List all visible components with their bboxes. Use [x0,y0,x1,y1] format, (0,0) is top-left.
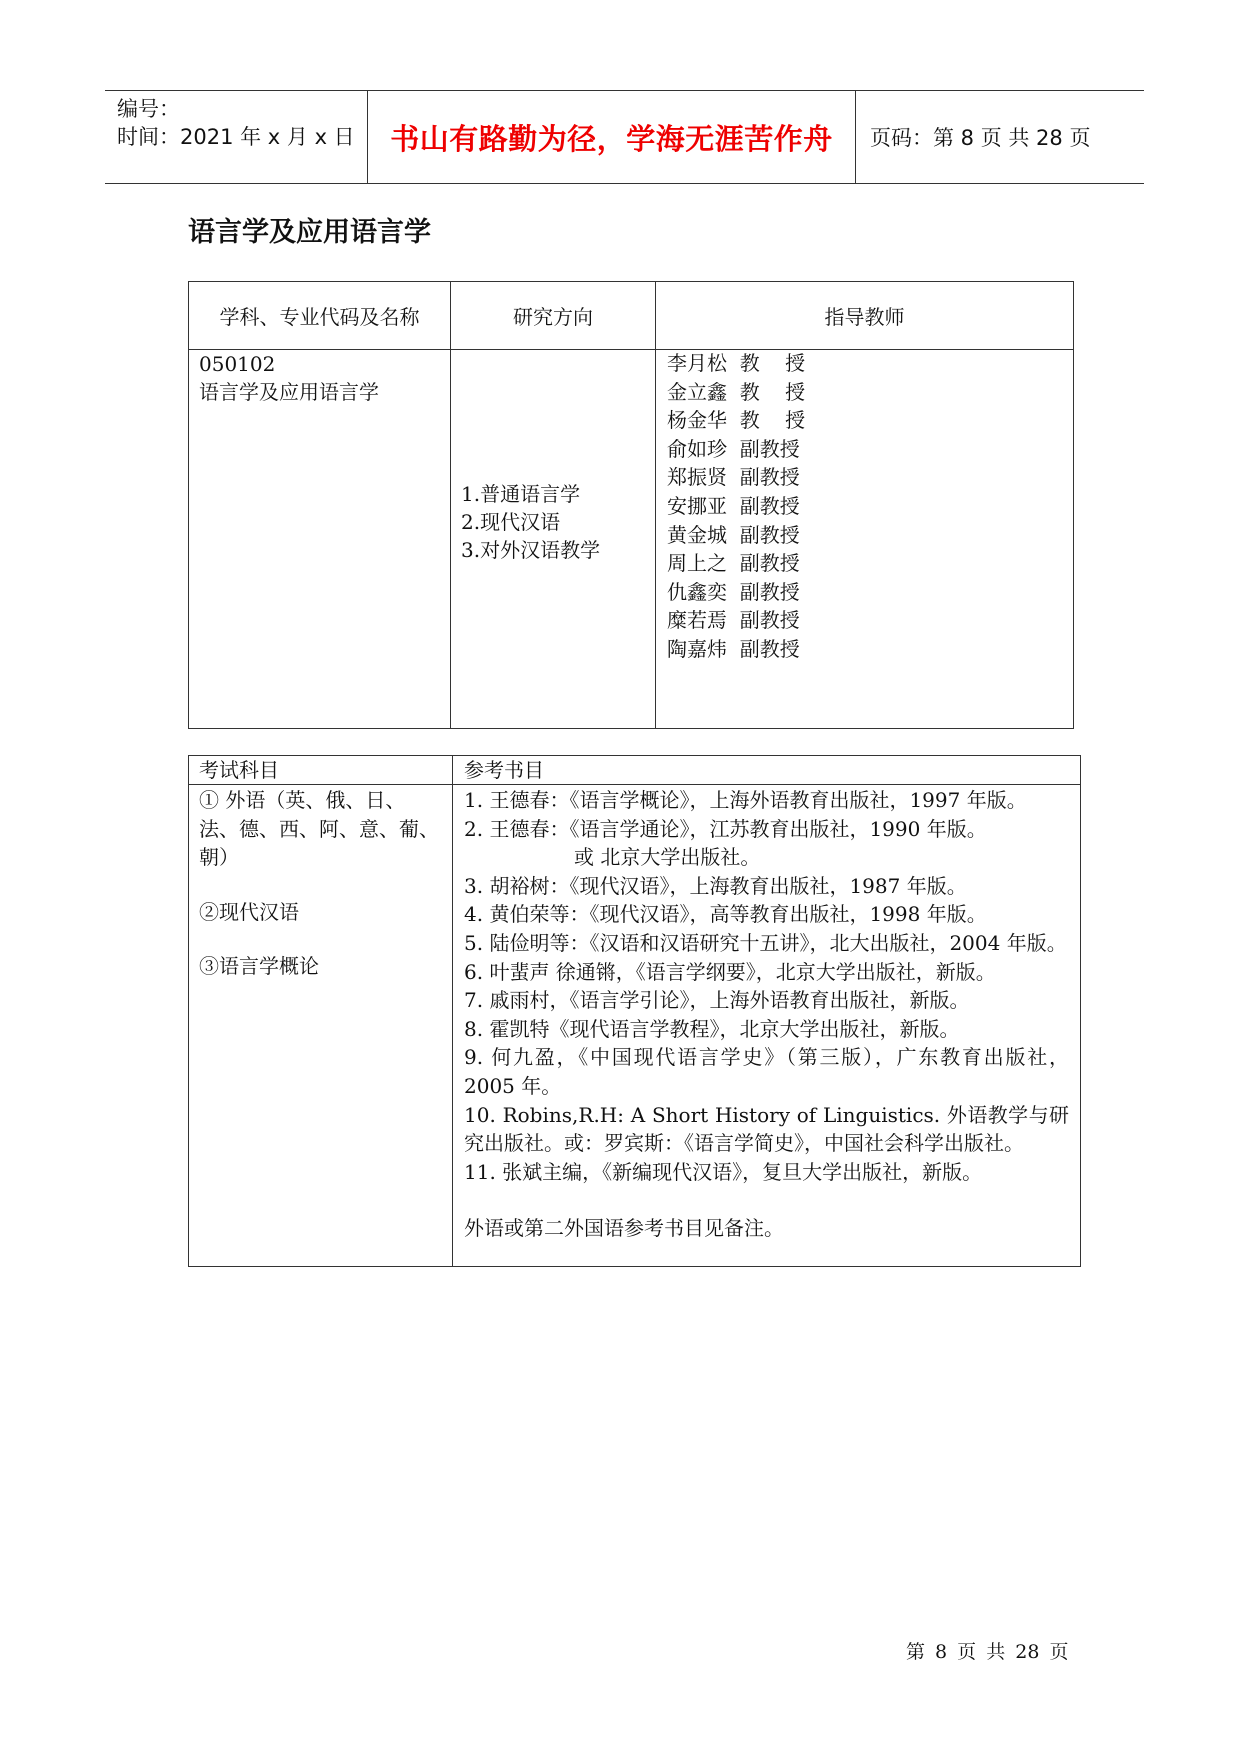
subject-item: ① 外语（英、俄、日、法、德、西、阿、意、葡、朝） [199,788,439,869]
header-motto: 书山有路勤为径，学海无涯苦作舟 [368,91,856,183]
advisors-cell [667,349,805,664]
advisor-item: 安挪亚 副教授 [667,493,800,518]
header-advisor: 指导教师 [824,305,905,329]
exam-subjects [199,786,444,981]
advisor-item: 杨金华 教 授 [667,408,806,433]
advisor-item: 糜若焉 副教授 [667,608,800,633]
header-program: 学科、专业代码及名称 [219,305,420,329]
directions-cell [461,480,600,564]
exam-table [188,755,1081,1267]
header-exam-subjects: 考试科目 [199,758,279,782]
direction-item: 2.现代汉语 [461,510,561,534]
program-code: 050102 [199,352,276,376]
book-item: 11. 张斌主编，《新编现代汉语》，复旦大学出版社，新版。 [464,1159,983,1184]
advisor-item: 金立鑫 教 授 [667,379,806,404]
advisor-item: 李月松 教 授 [667,351,806,375]
program-name: 语言学及应用语言学 [199,380,379,404]
program-table [188,281,1074,729]
time-label: 时间：2021 年 x 月 x 日 [117,125,355,149]
page-footer: 第 8 页 共 28 页 [906,1641,1069,1663]
book-item: 5. 陆俭明等：《汉语和汉语研究十五讲》，北大出版社，2004 年版。 [464,930,1067,955]
advisor-item: 黄金城 副教授 [667,522,800,547]
advisor-item: 仇鑫奕 副教授 [667,579,800,604]
book-item: 7. 戚雨村，《语言学引论》，上海外语教育出版社，新版。 [464,988,970,1013]
books-note: 外语或第二外国语参考书目见备注。 [464,1216,784,1241]
header-divider [189,784,1080,785]
advisor-item: 郑振贤 副教授 [667,465,800,490]
reference-books [464,786,1069,1243]
advisor-item: 陶嘉炜 副教授 [667,636,800,661]
header-meta [105,91,368,183]
direction-item: 1.普通语言学 [461,482,581,506]
book-item: 10. Robins,R.H: A Short History of Linguistics. 外语教学与研究出版社。或：罗宾斯：《语言学简史》，中国社会科学出版社。 [464,1102,1069,1156]
book-item: 9. 何九盈，《中国现代语言学史》（第三版），广东教育出版社，2005 年。 [464,1045,1069,1098]
book-item: 或 北京大学出版社。 [574,845,761,870]
book-item: 3. 胡裕树：《现代汉语》，上海教育出版社，1987 年版。 [464,873,967,898]
book-item: 8. 霍凯特《现代语言学教程》，北京大学出版社，新版。 [464,1016,960,1041]
header-direction: 研究方向 [513,305,593,329]
column-divider [452,756,453,1266]
section-title: 语言学及应用语言学 [188,217,431,248]
header-page-info: 页码：第 8 页 共 28 页 [870,126,1091,150]
page-header [105,90,1144,184]
advisor-item: 周上之 副教授 [667,551,800,576]
advisor-item: 俞如珍 副教授 [667,436,800,461]
serial-label: 编号： [117,97,180,121]
header-reference-books: 参考书目 [464,758,544,782]
book-item: 1. 王德春：《语言学概论》，上海外语教育出版社，1997 年版。 [464,788,1027,812]
book-item: 2. 王德春：《语言学通论》，江苏教育出版社，1990 年版。 [464,816,987,841]
subject-item: ③语言学概论 [199,954,319,978]
program-cell [199,350,379,406]
subject-item: ②现代汉语 [199,899,299,924]
book-item: 4. 黄伯荣等：《现代汉语》，高等教育出版社，1998 年版。 [464,902,987,927]
book-item: 6. 叶蜚声 徐通锵，《语言学纲要》，北京大学出版社，新版。 [464,959,996,984]
direction-item: 3.对外汉语教学 [461,538,601,562]
